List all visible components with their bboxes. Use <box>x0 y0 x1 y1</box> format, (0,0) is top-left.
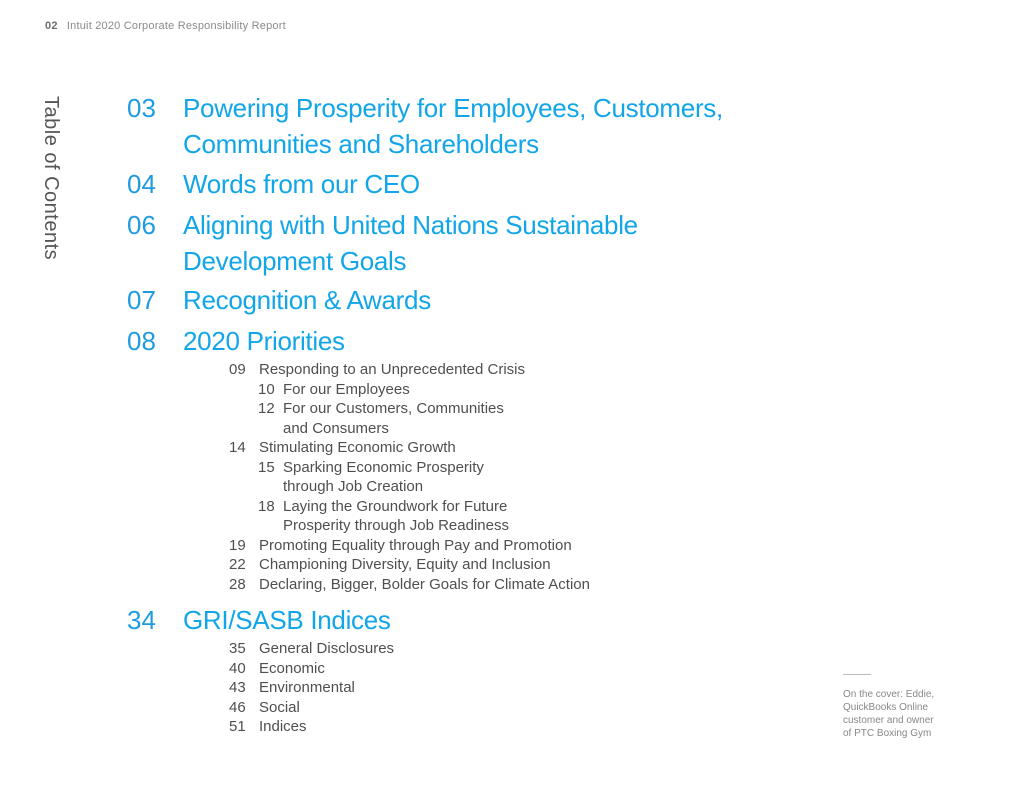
priorities-sublist <box>229 360 590 594</box>
toc-subentry-title: For our Customers, Communities <box>283 400 504 417</box>
toc-entry-title: GRI/SASB Indices <box>183 605 391 635</box>
toc-subentry[interactable] <box>229 438 590 458</box>
toc-entry-number: 07 <box>127 285 156 315</box>
toc-subentry[interactable] <box>229 555 590 575</box>
toc-entry-title: Recognition & Awards <box>183 285 431 315</box>
toc-entry-07[interactable] <box>127 282 783 318</box>
toc-subentry-continuation <box>229 477 590 497</box>
toc-subentry-number: 46 <box>229 698 246 716</box>
toc-subentry-number: 15 <box>258 458 275 476</box>
toc-entry-04[interactable] <box>127 166 783 202</box>
toc-subentry-title: For our Employees <box>283 380 410 398</box>
toc-entry-title-line: Powering Prosperity for Employees, Customers, <box>183 93 723 123</box>
toc-subentry[interactable] <box>229 678 394 698</box>
indices-sublist <box>229 639 394 737</box>
toc-subentry-number: 10 <box>258 380 275 398</box>
toc-subentry-title: Declaring, Bigger, Bolder Goals for Climate Action <box>259 575 590 593</box>
toc-subentry-title: Stimulating Economic Growth <box>259 439 456 456</box>
toc-subentry-continuation <box>229 419 590 439</box>
page-number: 02 <box>45 20 58 32</box>
toc-subentry[interactable] <box>229 698 394 718</box>
toc-subentry-number: 28 <box>229 575 246 593</box>
toc-side-title: Table of Contents <box>40 96 62 261</box>
toc-entry-title-line: Communities and Shareholders <box>183 129 539 159</box>
toc-entry-number: 34 <box>127 605 156 635</box>
toc-subentry-title: Promoting Equality through Pay and Promotion <box>259 536 572 554</box>
toc-subentry-title: and Consumers <box>283 419 389 437</box>
toc-subentry[interactable] <box>229 458 590 478</box>
toc-entry-title-line: Aligning with United Nations Sustainable <box>183 210 638 240</box>
toc-subentry[interactable] <box>229 639 394 659</box>
toc-subentry-title: through Job Creation <box>283 478 424 495</box>
cover-note-divider <box>843 674 871 675</box>
toc-subentry-number: 18 <box>258 497 275 515</box>
toc-subentry[interactable] <box>229 497 590 517</box>
toc-subentry[interactable] <box>229 360 590 380</box>
toc-subentry[interactable] <box>229 399 590 419</box>
toc-entry-06[interactable] <box>127 207 783 279</box>
toc-subentry-title: Responding to an Unprecedented Crisis <box>259 361 525 378</box>
toc-subentry[interactable] <box>229 575 590 595</box>
report-title: Intuit 2020 Corporate Responsibility Report <box>66 20 286 32</box>
cover-caption <box>843 688 973 740</box>
toc-subentry-number: 40 <box>229 659 246 677</box>
cover-caption-line: QuickBooks Online <box>843 702 929 713</box>
cover-caption-line: of PTC Boxing Gym <box>843 728 932 739</box>
toc-entry-number: 03 <box>127 93 156 123</box>
toc-subentry-title: Championing Diversity, Equity and Inclusion <box>259 556 551 573</box>
toc-subentry-title: Prosperity through Job Readiness <box>283 517 509 534</box>
toc-subentry-title: Sparking Economic Prosperity <box>283 458 484 476</box>
toc-subentry-number: 14 <box>229 439 246 456</box>
toc-subentry-number: 51 <box>229 718 246 735</box>
cover-caption-line: On the cover: Eddie, <box>843 689 935 700</box>
toc-subentry-number: 22 <box>229 556 246 573</box>
toc-subentry[interactable] <box>229 536 590 556</box>
cover-caption-line: customer and owner <box>843 715 934 726</box>
toc-subentry-number: 09 <box>229 361 246 378</box>
toc-subentry-title: Laying the Groundwork for Future <box>283 497 508 515</box>
toc-entry-title: 2020 Priorities <box>183 326 345 356</box>
toc-subentry-continuation <box>229 516 590 536</box>
toc-subentry[interactable] <box>229 717 394 737</box>
toc-entry-title: Words from our CEO <box>183 169 420 199</box>
toc-entry-34[interactable] <box>127 602 783 638</box>
toc-entry-title-line: Development Goals <box>183 246 407 276</box>
toc-entry-title <box>183 207 783 279</box>
toc-entry-title <box>183 90 783 162</box>
toc-entry-08[interactable] <box>127 323 783 359</box>
toc-subentry-number: 12 <box>258 400 275 417</box>
toc-entry-03[interactable] <box>127 90 783 162</box>
toc-subentry-title: Social <box>259 698 300 716</box>
toc-subentry[interactable] <box>229 380 590 400</box>
toc-subentry-title: General Disclosures <box>259 640 395 657</box>
toc-subentry-title: Indices <box>259 718 307 735</box>
toc-entry-number: 08 <box>127 326 156 356</box>
toc-subentry-title: Economic <box>259 659 325 677</box>
toc-subentry-number: 43 <box>229 679 246 696</box>
toc-entry-number: 04 <box>127 169 156 199</box>
toc-subentry-title: Environmental <box>259 679 355 696</box>
toc-subentry-number: 19 <box>229 536 246 554</box>
toc-entry-number: 06 <box>127 210 156 240</box>
toc-subentry-number: 35 <box>229 640 246 657</box>
toc-subentry[interactable] <box>229 659 394 679</box>
